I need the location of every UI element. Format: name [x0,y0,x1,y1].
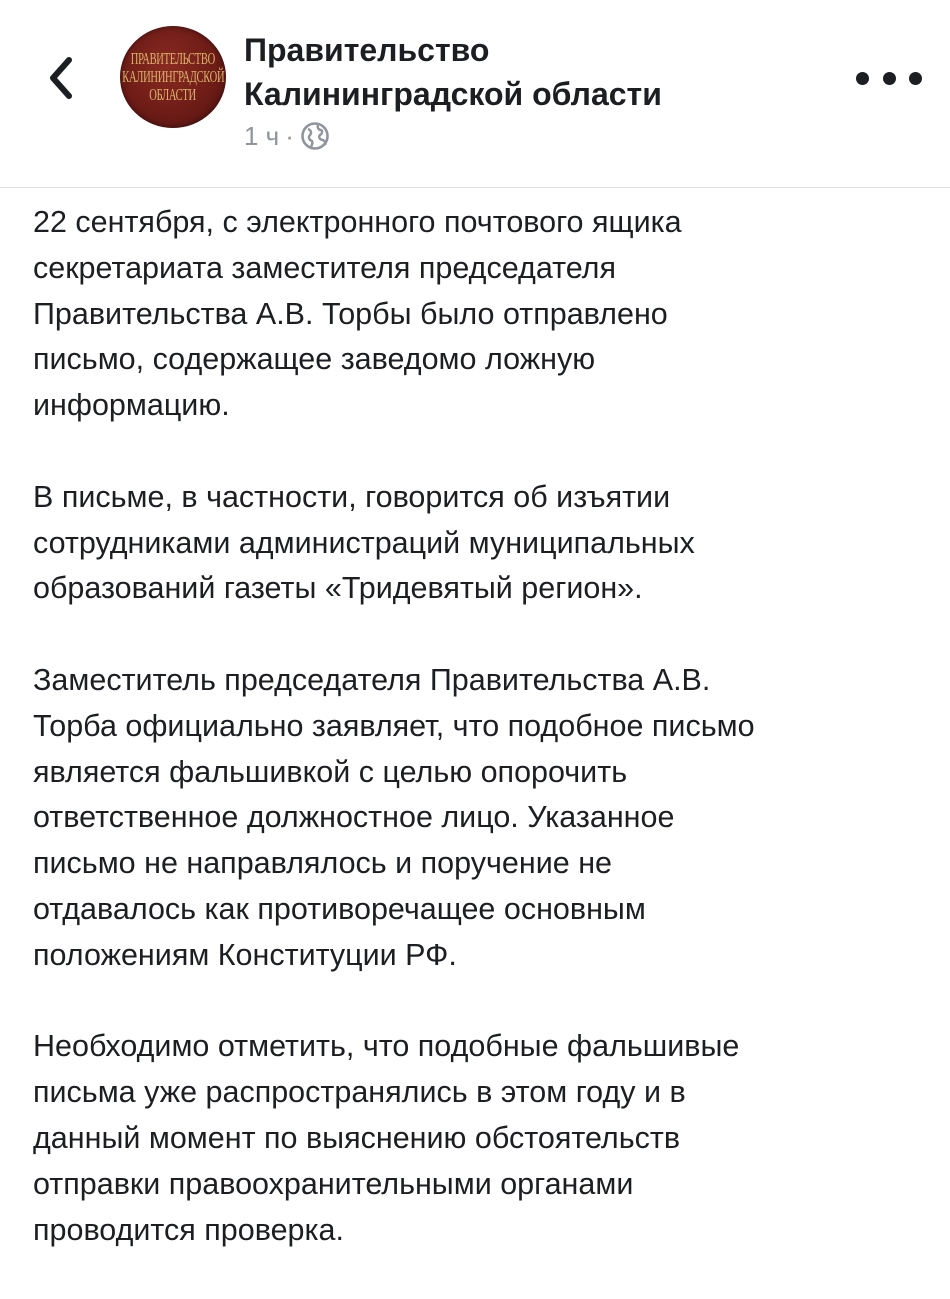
post-time[interactable]: 1 ч [244,120,280,151]
post-paragraph-3: Заместитель председателя Правительства А.В. Торба официально заявляет, что подобное письмо является фальшивкой с целью опорочить ответственное должностное лицо. Указанное письмо не направлялось и поручение не отдавалось как противоречащее основным положениям Конституции РФ. [33,662,755,972]
post-paragraph-4: Необходимо отметить, что подобные фальшивые письма уже распространялись в этом году и в данный момент по выяснению обстоятельств отправки правоохранительными органами проводится проверка. [33,1029,740,1247]
globe-icon [300,121,330,151]
post-text [33,200,933,1299]
meta-separator: · [285,120,294,151]
avatar-text-line-3: ОБЛАСТИ [149,84,197,104]
avatar-text-line-1: ПРАВИТЕЛЬСТВО [130,49,216,69]
page-name-link[interactable]: Правительство Калининградской области [244,32,662,112]
more-dot-3 [909,72,922,85]
page-avatar[interactable] [120,26,226,128]
avatar-text-line-2: КАЛИНИНГРАДСКОЙ [121,67,225,87]
post-paragraph-1: 22 сентября, с электронного почтового ящика секретариата заместителя председателя Правительства А.В. Торбы было отправлено письмо, содержащее заведомо ложную информацию. [33,205,682,423]
post-meta [244,116,330,156]
chevron-left-icon [48,56,74,100]
more-dot-1 [856,72,869,85]
back-button[interactable] [36,50,86,106]
post-header [0,0,950,188]
post-paragraph-2: В письме, в частности, говорится об изъятии сотрудниками администраций муниципальных образований газеты «Тридевятый регион». [33,479,695,606]
more-options-button[interactable] [856,60,922,96]
header-divider [0,187,950,188]
more-dot-2 [883,72,896,85]
